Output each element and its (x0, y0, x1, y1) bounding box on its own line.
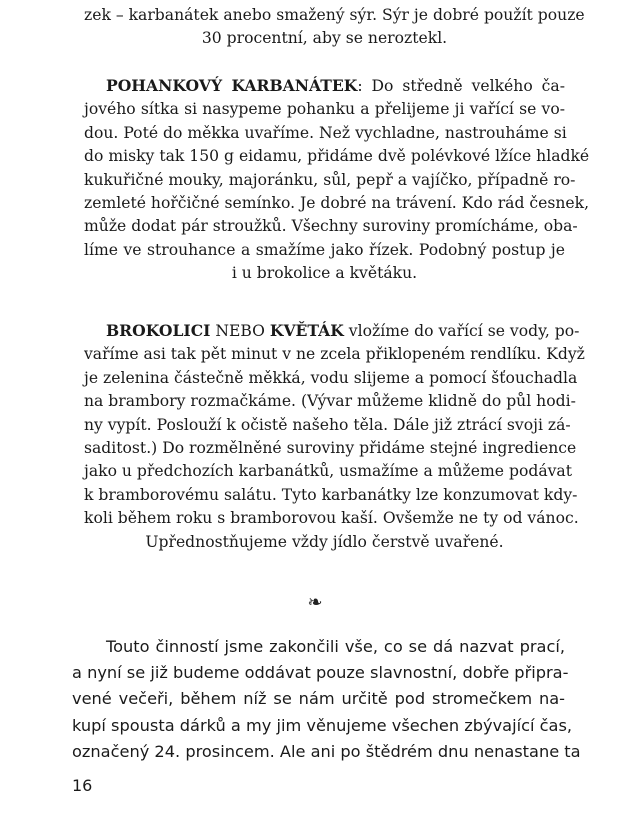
heading-kvetak: KVĚTÁK (269, 321, 344, 340)
page-number: 16 (72, 776, 93, 795)
text-line: je zelenina částečně měkká, vodu slijeme a pomocí šťouchadla (84, 368, 578, 387)
text-line: kukuřičné mouky, majoránku, sůl, pepř a vajíčko, případně ro- (84, 170, 576, 189)
heading-pohankovy-karbanatek: POHANKOVÝ KARBANÁTEK (106, 76, 358, 95)
text-line: jako u předchozích karbanátků, usmažíme a můžeme podávat (84, 462, 572, 481)
paragraph-closing (72, 634, 581, 765)
heading-brokolici: BROKOLICI (106, 321, 211, 340)
text-line: vaříme asi tak pět minut v ne zcela přiklopeném rendlíku. Když (84, 345, 585, 364)
text-line: a nyní se již budeme oddávat pouze slavnostní, dobře připra- (72, 663, 569, 683)
text-line: 30 procentní, aby se neroztekl. (201, 29, 448, 48)
text-line: na brambory rozmačkáme. (Vývar můžeme klidně do půl hodi- (84, 392, 576, 411)
text-line: může dodat pár stroužků. Všechny suroviny promícháme, oba- (84, 217, 578, 236)
text-line: ny vypít. Poslouží k očistě našeho těla. Dále již ztrácí svoji zá- (84, 415, 571, 434)
text-line: do misky tak 150 g eidamu, přidáme dvě polévkové lžíce hladké (84, 147, 590, 166)
text-line: koli během roku s bramborovou kaší. Ovšemže ne ty od vánoc. (84, 509, 579, 528)
section-ornament-icon: ❧ (307, 592, 323, 613)
text-line: zek – karbanátek anebo smažený sýr. Sýr je dobré použít pouze (84, 6, 585, 24)
text-line: zemleté hořčičné semínko. Je dobré na trávení. Kdo rád česnek, (84, 194, 590, 213)
text-line: kupí spousta dárků a my jim věnujeme všechen zbývající čas, (72, 715, 573, 735)
text-line: líme ve strouhance a smažíme jako řízek. Podobný postup je (84, 240, 565, 259)
text-line: označený 24. prosincem. Ale ani po štědrém dnu nenastane ta (72, 741, 581, 761)
text-line: Touto činností jsme zakončili vše, co se dá nazvat prací, (106, 637, 565, 656)
text-line: i u brokolice a květáku. (231, 264, 418, 283)
text-line: POHANKOVÝ KARBANÁTEK: Do středně velkého ča- (106, 76, 565, 95)
text-line: Upřednostňujeme vždy jídlo čerstvě uvařené. (145, 532, 504, 551)
text-line: dou. Poté do měkka uvaříme. Než vychladne, nastrouháme si (84, 123, 567, 142)
text-line: vené večeři, během níž se nám určitě pod stromečkem na- (72, 689, 565, 709)
paragraph-pohankovy-karbanatek (84, 74, 590, 286)
paragraph-brokolice-kvetak (84, 319, 585, 554)
text-line: saditost.) Do rozmělněné suroviny přidáme stejné ingredience (84, 439, 577, 458)
text-line: k bramborovému salátu. Tyto karbanátky lze konzumovat kdy- (84, 485, 578, 504)
paragraph-continued (84, 4, 585, 51)
text-line: BROKOLICI NEBO KVĚTÁK vložíme do vařící se vody, po- (106, 321, 580, 340)
text-line: jového sítka si nasypeme pohanku a přelijeme ji vařící se vo- (84, 100, 565, 119)
